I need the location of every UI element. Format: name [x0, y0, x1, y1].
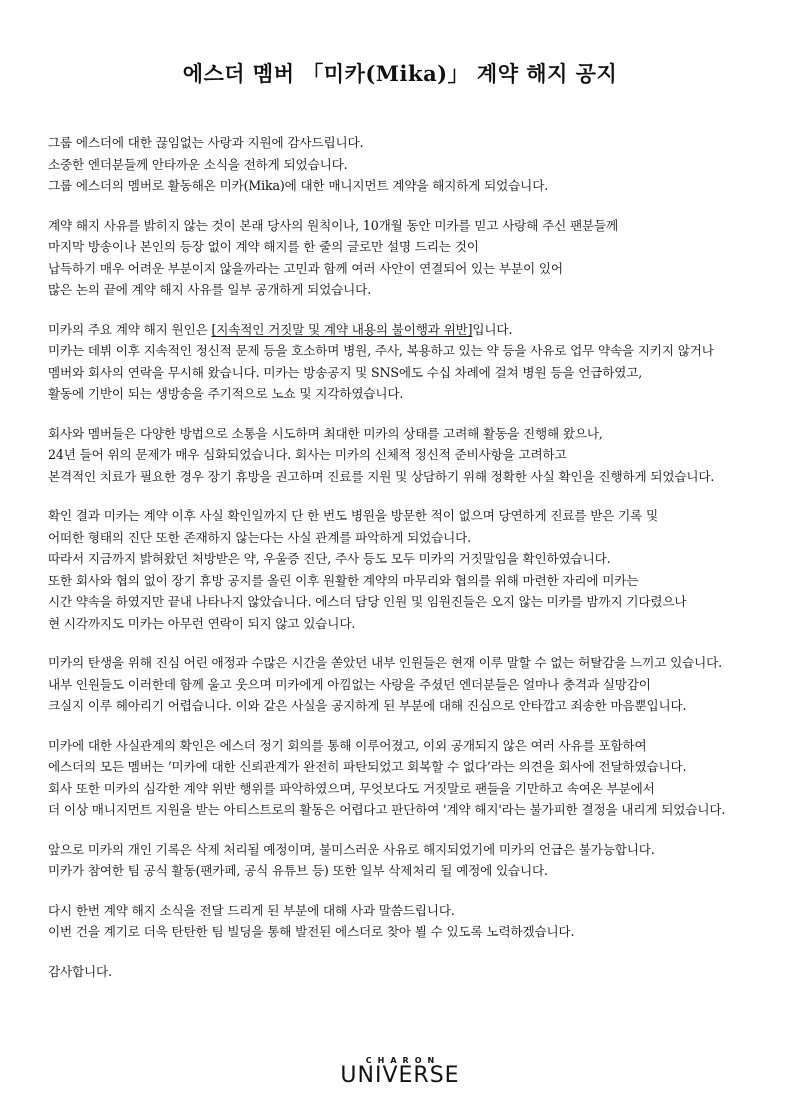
text-line — [48, 319, 768, 341]
text-line: 확인 결과 미카는 계약 이후 사실 확인일까지 단 한 번도 병원을 방문한 적이 없으며 당연하게 진료를 받은 기록 및 — [48, 508, 659, 523]
text-line: 또한 회사와 협의 없이 장기 휴방 공지를 올린 이후 원활한 계약의 마무리와 협의를 위해 마련한 자리에 미카는 — [48, 572, 639, 588]
text-line: 현 시각까지도 미카는 아무런 연락이 되지 않고 있습니다. — [48, 615, 356, 631]
text-line: 마지막 방송이나 본인의 등장 없이 계약 해지를 한 줄의 글로만 설명 드리는 것이 — [48, 239, 479, 254]
text-line: 계약 해지 사유를 밝히지 않는 것이 본래 당사의 원칙이나, 10개월 동안 미카를 믿고 사랑해 주신 팬분들께 — [48, 217, 619, 233]
logo-main-text: UNIVERSE — [340, 1063, 460, 1088]
text-line: 소중한 엔더분들께 안타까운 소식을 전하게 되었습니다. — [48, 156, 348, 172]
text-line: 활동에 기반이 되는 생방송을 주기적으로 노쇼 및 지각하였습니다. — [48, 386, 404, 401]
text-line: 감사합니다. — [48, 963, 112, 979]
text-line: 회사와 멤버들은 다양한 방법으로 소통을 시도하며 최대한 미카의 상태를 고려해 활동을 진행해 왔으나, — [48, 425, 603, 441]
charon-universe-logo — [0, 1056, 800, 1087]
text-line: 미카는 데뷔 이후 지속적인 정신적 문제 등을 호소하며 병원, 주사, 복용하고 있는 약 등을 사유로 업무 약속을 지키지 않거나 — [48, 343, 714, 358]
paragraph-thanks — [48, 961, 768, 983]
text-line: 에스더의 모든 멤버는 ‘미카에 대한 신뢰관계가 완전히 파탄되었고 회복할 수 없다’라는 의견을 회사에 전달하였습니다. — [48, 759, 687, 774]
text-line: 그룹 에스더에 대한 끊임없는 사랑과 지원에 감사드립니다. — [48, 135, 364, 150]
paragraph-disclosure-reason — [48, 215, 768, 301]
text-line: 더 이상 매니지먼트 지원을 받는 아티스트로의 활동은 어렵다고 판단하여 '계약 해지'라는 불가피한 결정을 내리게 되었습니다. — [48, 802, 726, 817]
paragraph-apology-staff — [48, 652, 768, 717]
paragraph-verification — [48, 505, 768, 634]
text-segment: 미카의 주요 계약 해지 원인은 — [48, 321, 212, 337]
text-line: 앞으로 미카의 개인 기록은 삭제 처리될 예정이며, 불미스러운 사유로 해지되었기에 미카의 언급은 불가능합니다. — [48, 841, 655, 857]
text-line: 다시 한번 계약 해지 소식을 전달 드리게 된 부분에 대해 사과 말씀드립니다. — [48, 902, 455, 918]
text-line: 내부 인원들도 이러한데 함께 울고 웃으며 미카에게 아낌없는 사랑을 주셨던 엔더분들은 얼마나 충격과 실망감이 — [48, 676, 651, 692]
text-line: 24년 들어 위의 문제가 매우 심화되었습니다. 회사는 미카의 신체적 정신적 준비사항을 고려하고 — [48, 447, 567, 462]
text-line: 많은 논의 끝에 계약 해지 사유를 일부 공개하게 되었습니다. — [48, 282, 372, 297]
text-line: 따라서 지금까지 밝혀왔던 처방받은 약, 우울증 진단, 주사 등도 모두 미카의 거짓말임을 확인하였습니다. — [48, 551, 611, 566]
notice-title: 에스더 멤버 「미카(Mika)」 계약 해지 공지 — [182, 61, 618, 86]
text-line: 미카가 참여한 팀 공식 활동(팬카페, 공식 유튜브 등) 또한 일부 삭제처리 될 예정에 있습니다. — [48, 863, 548, 878]
text-line: 어떠한 형태의 진단 또한 존재하지 않는다는 사실 관계를 파악하게 되었습니다. — [48, 529, 472, 545]
paragraph-greeting — [48, 132, 768, 197]
text-line: 멤버와 회사의 연락을 무시해 왔습니다. 미카는 방송공지 및 SNS에도 수십 차례에 걸쳐 병원 등을 언급하였고, — [48, 364, 643, 380]
text-line: 회사 또한 미카의 심각한 계약 위반 행위를 파악하였으며, 무엇보다도 거짓말로 팬들을 기만하고 속여온 부분에서 — [48, 780, 655, 796]
paragraph-communication — [48, 423, 768, 488]
text-line: 시간 약속을 하였지만 끝내 나타나지 않았습니다. 에스더 담당 인원 및 임원진들은 오지 않는 미카를 밤까지 기다렸으나 — [48, 594, 687, 609]
text-line: 크실지 이루 헤아리기 어렵습니다. 이와 같은 사실을 공지하게 된 부분에 대해 진심으로 안타깝고 죄송한 마음뿐입니다. — [48, 698, 687, 713]
text-line: 납득하기 매우 어려운 부분이지 않을까라는 고민과 함께 여러 사안이 연결되어 있는 부분이 있어 — [48, 260, 563, 276]
underlined-cause: [지속적인 거짓말 및 계약 내용의 불이행과 위반] — [211, 321, 473, 337]
logo-top-text: CHARON — [365, 1056, 441, 1065]
paragraph-decision — [48, 735, 768, 821]
text-segment: 입니다. — [472, 321, 513, 337]
text-line: 본격적인 치료가 필요한 경우 장기 휴방을 권고하며 진료를 지원 및 상담하기 위해 정확한 사실 확인을 진행하게 되었습니다. — [48, 468, 715, 484]
notice-body — [48, 132, 768, 1000]
text-line: 이번 건을 계기로 더욱 탄탄한 팀 빌딩을 통해 발전된 에스더로 찾아 뵐 수 있도록 노력하겠습니다. — [48, 924, 575, 939]
paragraph-closing — [48, 900, 768, 943]
paragraph-main-cause — [48, 319, 768, 405]
text-line: 미카의 탄생을 위해 진심 어린 애정과 수많은 시간을 쏟았던 내부 인원들은 현재 이루 말할 수 없는 허탈감을 느끼고 있습니다. — [48, 655, 722, 670]
paragraph-records — [48, 839, 768, 882]
text-line: 미카에 대한 사실관계의 확인은 에스더 정기 회의를 통해 이루어졌고, 이외 공개되지 않은 여러 사유를 포함하여 — [48, 737, 647, 753]
text-line: 그룹 에스더의 멤버로 활동해온 미카(Mika)에 대한 매니지먼트 계약을 해지하게 되었습니다. — [48, 178, 549, 193]
